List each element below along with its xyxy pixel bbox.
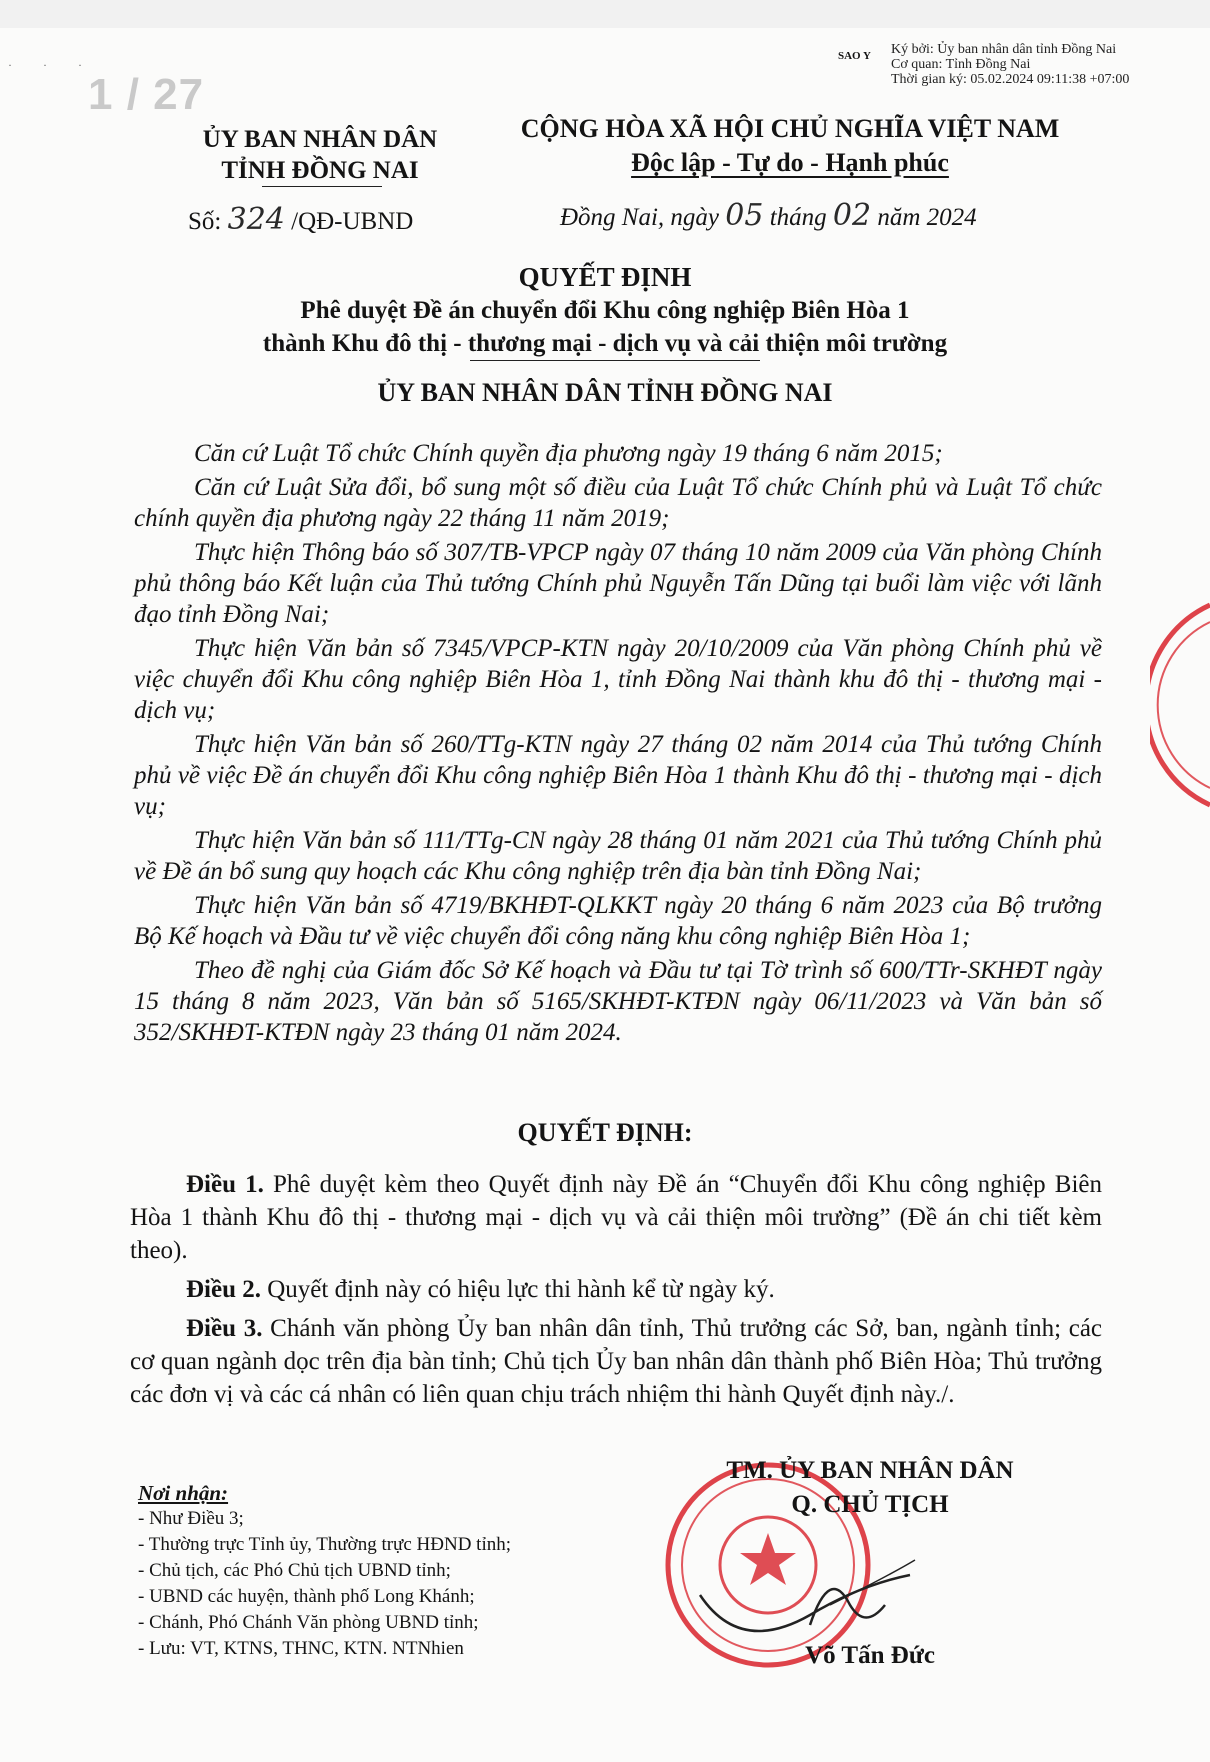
agency-underline: [262, 186, 382, 187]
preamble-item: Căn cứ Luật Tổ chức Chính quyền địa phương ngày 19 tháng 6 năm 2015;: [194, 440, 943, 467]
article-label: Điều 2.: [186, 1276, 261, 1303]
digital-signature-info: [891, 42, 1129, 87]
document-type: QUYẾT ĐỊNH: [518, 262, 692, 292]
decision-heading: QUYẾT ĐỊNH:: [517, 1118, 693, 1147]
issuing-agency: [170, 124, 470, 186]
preamble-item: Thực hiện Văn bản số 111/TTg-CN ngày 28 tháng 01 năm 2021 của Thủ tướng Chính phủ về Đề án bổ sung quy hoạch các Khu công nghiệp trên địa bàn tỉnh Đồng Nai;: [134, 827, 1102, 885]
preamble-item: Thực hiện Thông báo số 307/TB-VPCP ngày 07 tháng 10 năm 2009 của Văn phòng Chính phủ thông báo Kết luận của Thủ tướng Chính phủ Nguyễn Tấn Dũng tại buổi làm việc với lãnh đạo tỉnh Đồng Nai;: [134, 539, 1102, 628]
document-number: [188, 202, 413, 237]
handwritten-day: 05: [725, 198, 764, 233]
signed-by: Ký bởi: Ủy ban nhân dân tỉnh Đồng Nai: [891, 42, 1117, 57]
recipient-item: - UBND các huyện, thành phố Long Khánh;: [138, 1586, 475, 1607]
article-text: Phê duyệt kèm theo Quyết định này Đề án “Chuyển đổi Khu công nghiệp Biên Hòa 1 thành Khu đô thị - thương mại - dịch vụ và cải thiện môi trường” (Đề án chi tiết kèm theo).: [130, 1171, 1103, 1264]
article-2: [130, 1273, 1102, 1306]
national-motto: Độc lập - Tự do - Hạnh phúc: [631, 148, 949, 177]
date-place: Đồng Nai, ngày: [560, 204, 720, 231]
date-year: năm 2024: [877, 204, 977, 231]
title-line-2: thành Khu đô thị - thương mại - dịch vụ và cải thiện môi trường: [262, 330, 948, 357]
signer-line-2: Q. CHỦ TỊCH: [791, 1491, 949, 1518]
preamble-item: Thực hiện Văn bản số 260/TTg-KTN ngày 27 tháng 02 năm 2014 của Thủ tướng Chính phủ về việc Đề án chuyển đổi Khu công nghiệp Biên Hòa 1 thành Khu đô thị - thương mại - dịch vụ;: [134, 731, 1102, 820]
preamble-item: Thực hiện Văn bản số 7345/VPCP-KTN ngày 20/10/2009 của Văn phòng Chính phủ về việc chuyển đổi Khu công nghiệp Biên Hòa 1, tỉnh Đồng Nai thành khu đô thị - thương mại - dịch vụ;: [134, 635, 1102, 724]
handwritten-number: 324: [227, 202, 285, 237]
nation-name: CỘNG HÒA XÃ HỘI CHỦ NGHĨA VIỆT NAM: [520, 114, 1060, 143]
number-suffix: /QĐ-UBND: [291, 208, 414, 235]
handwritten-month: 02: [832, 198, 872, 233]
title-underline: [470, 360, 760, 361]
signature-tag: SAO Y: [838, 50, 871, 62]
recipients-heading: Nơi nhận:: [138, 1481, 229, 1505]
number-prefix: Số:: [188, 208, 222, 235]
partial-seal-icon: [1150, 600, 1210, 810]
article-1: [130, 1168, 1102, 1267]
title-line-1: Phê duyệt Đề án chuyển đổi Khu công nghiệp Biên Hòa 1: [300, 297, 910, 324]
recipients: [138, 1480, 618, 1662]
preamble: [134, 438, 1102, 1051]
viewer-top-bar: [0, 0, 1210, 28]
article-text: Quyết định này có hiệu lực thi hành kể từ ngày ký.: [267, 1276, 775, 1303]
document-title: [140, 260, 1070, 360]
recipient-item: - Chánh, Phó Chánh Văn phòng UBND tỉnh;: [138, 1612, 479, 1633]
articles: [130, 1168, 1102, 1417]
article-3: [130, 1312, 1102, 1411]
article-text: Chánh văn phòng Ủy ban nhân dân tỉnh, Thủ trưởng các Sở, ban, ngành tỉnh; các cơ quan ngành dọc trên địa bàn tỉnh; Chủ tịch Ủy ban nhân dân thành phố Biên Hòa; Thủ trưởng các đơn vị và các cá nhân có liên quan chịu trách nhiệm thi hành Quyết định này./.: [130, 1315, 1103, 1408]
page-counter: 1 / 27: [88, 70, 205, 119]
signer-line-1: TM. ỦY BAN NHÂN DÂN: [726, 1457, 1014, 1484]
signer-block: [660, 1454, 1080, 1522]
article-label: Điều 3.: [186, 1315, 263, 1342]
agency-line-1: ỦY BAN NHÂN DÂN: [202, 126, 438, 153]
preamble-item: Theo đề nghị của Giám đốc Sở Kế hoạch và Đầu tư tại Tờ trình số 600/TTr-SKHĐT ngày 15 tháng 8 năm 2023, Văn bản số 5165/SKHĐT-KTĐN ngày 06/11/2023 và Văn bản số 352/SKHĐT-KTĐN ngày 23 tháng 01 năm 2024.: [134, 957, 1102, 1046]
preamble-item: Thực hiện Văn bản số 4719/BKHĐT-QLKKT ngày 20 tháng 6 năm 2023 của Bộ trưởng Bộ Kế hoạch và Đầu tư về việc chuyển đổi công năng khu công nghiệp Biên Hòa 1;: [134, 892, 1102, 950]
issuing-authority: ỦY BAN NHÂN DÂN TỈNH ĐỒNG NAI: [377, 378, 833, 407]
month-label: tháng: [769, 204, 827, 231]
scan-specks: · · ·: [8, 58, 96, 72]
preamble-item: Căn cứ Luật Sửa đổi, bổ sung một số điều của Luật Tổ chức Chính phủ và Luật Tổ chức chính quyền địa phương ngày 22 tháng 11 năm 2019;: [134, 474, 1102, 532]
signed-time: Thời gian ký: 05.02.2024 09:11:38 +07:00: [891, 72, 1130, 87]
recipient-item: - Lưu: VT, KTNS, THNC, KTN. NTNhien: [138, 1638, 464, 1659]
agency-line-2: TỈNH ĐỒNG NAI: [221, 157, 419, 184]
national-heading: [480, 112, 1100, 180]
recipient-item: - Chủ tịch, các Phó Chủ tịch UBND tỉnh;: [138, 1560, 451, 1581]
article-label: Điều 1.: [186, 1171, 264, 1198]
recipient-item: - Như Điều 3;: [138, 1508, 244, 1529]
place-date: [560, 198, 977, 233]
signed-organization: Cơ quan: Tỉnh Đồng Nai: [891, 57, 1031, 72]
recipient-item: - Thường trực Tỉnh ủy, Thường trực HĐND tỉnh;: [138, 1534, 511, 1555]
signer-name: Võ Tấn Đức: [805, 1642, 935, 1669]
